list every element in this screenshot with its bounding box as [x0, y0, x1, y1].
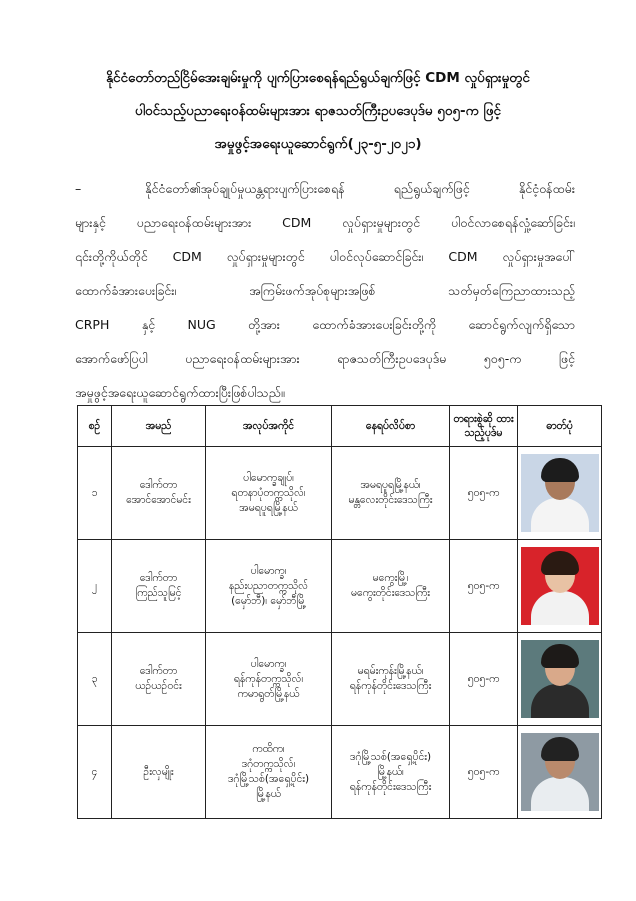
cell-name-line: ယဉ်ယဉ်ဝင်း: [135, 680, 182, 692]
cell-name: [112, 540, 206, 633]
person-photo: [521, 640, 599, 718]
paragraph-dash: –: [75, 181, 82, 196]
person-photo: [521, 454, 599, 532]
cell-address: [332, 447, 450, 540]
header-name: အမည်: [112, 406, 206, 447]
cell-job-line: ဒဂုံတက္ကသိုလ်၊: [241, 758, 296, 770]
cell-name-line: ဒေါက်တာ: [139, 665, 178, 677]
cell-job-line: ပါမောက္ခချုပ်၊: [243, 471, 294, 484]
cell-address: [332, 633, 450, 726]
records-table: [77, 405, 602, 819]
cell-job-line: အမရပူရမြို့နယ်: [239, 501, 298, 514]
paragraph-line-4: ထောက်ခံအားပေးခြင်း၊ အကြမ်းဖက်အုပ်စုများအဖြစ် သတ်မှတ်ကြေညာထားသည့်: [75, 283, 575, 298]
cell-address-line: ရန်ကုန်တိုင်းဒေသကြီး: [349, 780, 432, 793]
cell-job-line: (မှော်ဘီ)၊ မှော်ဘီမြို့: [231, 594, 306, 607]
header-address: နေရပ်လိပ်စာ: [332, 406, 450, 447]
header-job: အလုပ်အကိုင်: [206, 406, 332, 447]
person-photo: [521, 733, 599, 811]
cell-no: ၄: [78, 726, 112, 819]
cell-section: ၅၀၅-က: [450, 726, 518, 819]
cell-job: [206, 540, 332, 633]
title-line-3: အမှုဖွင့်အရေးယူဆောင်ရွက်(၂၃-၅-၂၀၂၁): [214, 136, 422, 152]
cell-address: [332, 726, 450, 819]
cell-job: [206, 726, 332, 819]
paragraph-line-6: အောက်ဖော်ပြပါ ပညာရေးဝန်ထမ်းများအား ရာဇသတ်ကြီးဥပဒေပုဒ်မ ၅၀၅-က ဖြင့်: [75, 351, 575, 366]
cell-no: ၁: [78, 447, 112, 540]
cell-name-line: ဒေါက်တာ: [139, 479, 178, 491]
title-line-1: နိုင်ငံတော်တည်ငြိမ်အေးချမ်းမှုကို ပျက်ပြားစေရန်ရည်ရွယ်ချက်ဖြင့် CDM လှုပ်ရှားမှုတွင်: [106, 70, 530, 86]
table-row: [78, 540, 602, 633]
cell-job-line: နည်းပညာတက္ကသိုလ်: [228, 579, 309, 592]
cell-job-line: မြို့နယ်: [255, 788, 281, 800]
cell-address-line: မရမ်းကုန်းမြို့နယ်၊: [357, 665, 424, 677]
cell-job-line: ဒဂုံမြို့သစ်(အရှေ့ပိုင်း): [227, 773, 310, 785]
header-no: စဉ်: [78, 406, 112, 447]
cell-address-line: မကွေးတိုင်းဒေသကြီး: [351, 587, 430, 599]
cell-photo: [518, 540, 602, 633]
paragraph-line-5: CRPH နှင့် NUG တို့အား ထောက်ခံအားပေးခြင်းတို့ကို ဆောင်ရွက်လျက်ရှိသော: [75, 317, 575, 332]
paragraph-line-1-text: နိုင်ငံတော်၏အုပ်ချုပ်မှုယန္တရားပျက်ပြားစေရန် ရည်ရွယ်ချက်ဖြင့် နိုင်ငံ့ဝန်ထမ်း: [145, 181, 575, 196]
table-row: [78, 726, 602, 819]
cell-address-line: ရန်ကုန်တိုင်းဒေသကြီး: [349, 680, 432, 692]
cell-job-line: ကထိက၊: [252, 743, 285, 755]
title-line-2: ပါဝင်သည့်ပညာရေးဝန်ထမ်းများအား ရာဇသတ်ကြီးဥပဒေပုဒ်မ ၅၀၅-က ဖြင့်: [134, 103, 502, 119]
cell-no: ၃: [78, 633, 112, 726]
table-row: [78, 633, 602, 726]
person-photo: [521, 547, 599, 625]
cell-address-line: ဒဂုံမြို့သစ်(အရှေ့ပိုင်း): [349, 750, 432, 763]
cell-job-line: ကမာရွတ်မြို့နယ်: [237, 687, 300, 700]
cell-job-line: ရန်ကုန်တက္ကသိုလ်၊: [233, 672, 304, 685]
cell-photo: [518, 447, 602, 540]
cell-job: [206, 447, 332, 540]
cell-photo: [518, 633, 602, 726]
table-header-row: [78, 406, 602, 447]
cell-job-line: ရတနာပုံတက္ကသိုလ်၊: [231, 486, 306, 499]
table-row: [78, 447, 602, 540]
cell-name: [112, 447, 206, 540]
cell-no: ၂: [78, 540, 112, 633]
cell-photo: [518, 726, 602, 819]
cell-job-line: ပါမောက္ခ၊: [250, 564, 287, 577]
document-title: [60, 62, 576, 161]
paragraph-line-1: [75, 172, 575, 206]
cell-address-line: အမရပူရမြို့နယ်၊: [360, 479, 421, 491]
header-section: တရားစွဲဆို ထားသည့်ပုဒ်မ: [450, 406, 518, 447]
cell-address-line: မန္တလေးတိုင်းဒေသကြီး: [348, 494, 433, 506]
cell-job: [206, 633, 332, 726]
paragraph-line-2: များနှင့် ပညာရေးဝန်ထမ်းများအား CDM လှုပ်ရှားမှုများတွင် ပါဝင်လာစေရန်လှုံ့ဆော်ခြင်း၊: [75, 215, 575, 230]
cell-name-line: ကြည်သူမြင့်: [135, 587, 182, 599]
header-photo: ဓာတ်ပုံ: [518, 406, 602, 447]
body-paragraph: [75, 172, 575, 410]
cell-name-line: အောင်အောင်မင်း: [126, 494, 191, 506]
cell-address-line: မြို့နယ်၊: [377, 765, 404, 778]
paragraph-line-3: ၎င်းတို့ကိုယ်တိုင် CDM လှုပ်ရှားမှုများတွင် ပါဝင်လုပ်ဆောင်ခြင်း၊ CDM လှုပ်ရှားမှုအပေါ်: [75, 249, 575, 264]
cell-section: ၅၀၅-က: [450, 540, 518, 633]
cell-section: ၅၀၅-က: [450, 447, 518, 540]
cell-address: [332, 540, 450, 633]
cell-name-line: ဒေါက်တာ: [139, 572, 178, 584]
paragraph-line-7: အမှုဖွင့်အရေးယူဆောင်ရွက်ထားပြီးဖြစ်ပါသည်။: [75, 385, 285, 400]
cell-address-line: မကွေးမြို့၊: [372, 572, 409, 584]
cell-section: ၅၀၅-က: [450, 633, 518, 726]
cell-job-line: ပါမောက္ခ၊: [250, 657, 287, 670]
cell-name: [112, 726, 206, 819]
cell-name: [112, 633, 206, 726]
cell-name-line: ဦးလှမျိုး: [143, 765, 174, 778]
